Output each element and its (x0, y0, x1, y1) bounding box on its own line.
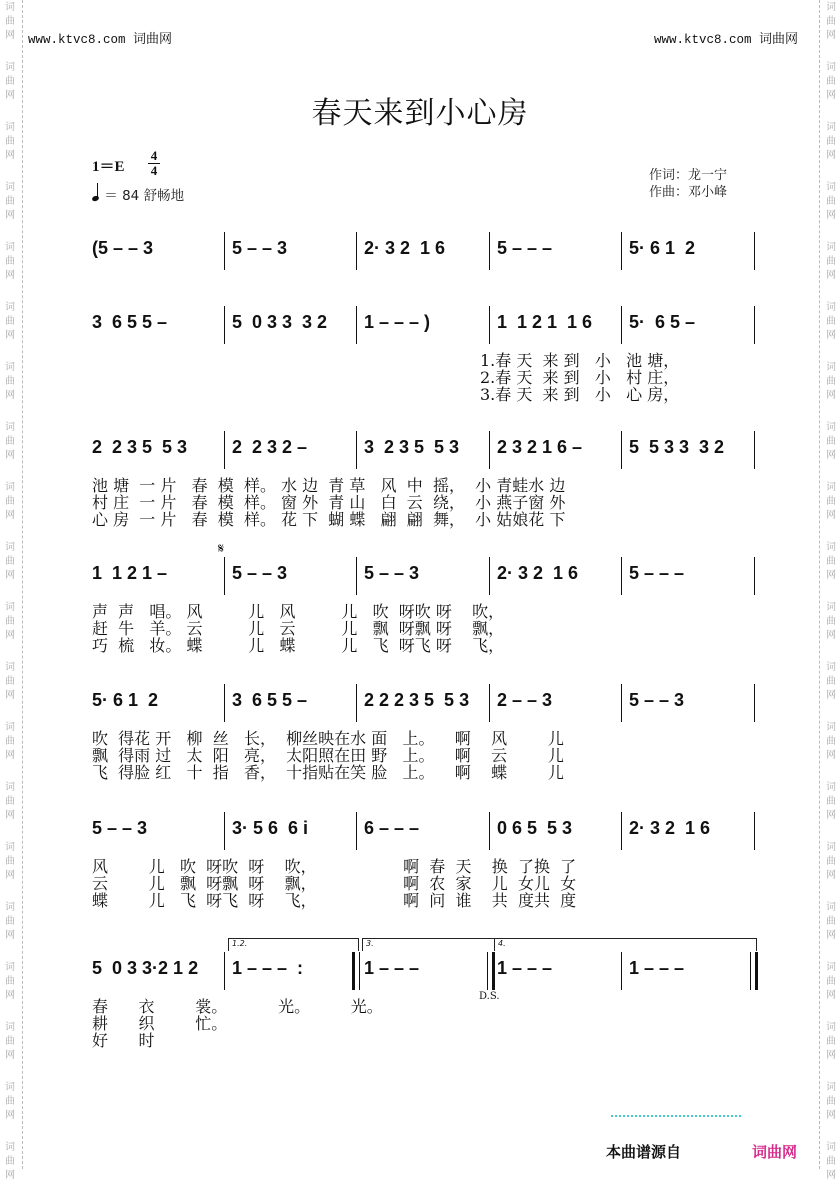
measure: 5· 6 1 2 (629, 238, 696, 258)
barline (489, 557, 490, 595)
composer: 作曲：邓小峰 (649, 185, 728, 200)
lyrics-verse-1: 池 塘 一 片 春 模 样。 水 边 青 草 风 中 摇， 小 青蛙水 边 (92, 476, 566, 495)
barline (356, 684, 357, 722)
watermark-char: 曲 (826, 16, 836, 27)
watermark-char: 词 (5, 542, 15, 553)
measure: 1 – – – (497, 958, 553, 978)
measure: 1 – – – : (232, 958, 304, 978)
lyrics-verse-2: 飘 得雨 过 太 阳 亮， 太阳照在田 野 上。 啊 云 儿 (92, 746, 564, 765)
barline (621, 306, 622, 344)
watermark-char: 网 (5, 930, 15, 941)
watermark-char: 曲 (5, 616, 15, 627)
watermark-char: 曲 (5, 196, 15, 207)
watermark-char: 网 (5, 1110, 15, 1121)
barline (621, 812, 622, 850)
notes-line (92, 690, 756, 724)
watermark-char: 曲 (5, 76, 15, 87)
watermark-char: 曲 (5, 316, 15, 327)
lyrics-verse-3: 心 房 一 片 春 模 样。 花 下 蝴 蝶 翩 翩 舞， 小 姑娘花 下 (92, 510, 566, 529)
watermark-char: 词 (826, 902, 836, 913)
tempo-value: ＝ 84 (104, 188, 140, 204)
watermark-char: 曲 (826, 1096, 836, 1107)
measure: 3 6 5 5 – (92, 312, 168, 332)
lyrics-verse-3: 巧 梳 妆。 蝶 儿 蝶 儿 飞 呀飞 呀 飞， (92, 636, 505, 655)
watermark-char: 曲 (826, 556, 836, 567)
watermark-char: 网 (5, 390, 15, 401)
watermark-char: 词 (5, 302, 15, 313)
watermark-char: 曲 (826, 256, 836, 267)
watermark-char: 网 (5, 1050, 15, 1061)
source-site: 词曲网 (752, 1143, 798, 1161)
barline (754, 431, 755, 469)
watermark-char: 词 (826, 662, 836, 673)
lyrics-verse-1: 1.春 天 来 到 小 池 塘， (480, 351, 680, 370)
watermark-char: 词 (5, 602, 15, 613)
header-site-left (28, 28, 172, 47)
watermark-char: 词 (826, 242, 836, 253)
watermark-char: 网 (826, 330, 836, 341)
measure: 3 2 3 5 5 3 (364, 437, 460, 457)
watermark-char: 网 (826, 210, 836, 221)
watermark-char: 词 (5, 422, 15, 433)
measure: 5 – – 3 (364, 563, 420, 583)
watermark-char: 网 (826, 690, 836, 701)
barline (750, 952, 758, 990)
measure: 2· 3 2 1 6 (364, 238, 446, 258)
watermark-char: 网 (5, 990, 15, 1001)
barline (754, 557, 755, 595)
watermark-char: 曲 (826, 916, 836, 927)
watermark-char: 词 (5, 1022, 15, 1033)
barline (754, 812, 755, 850)
header-site-right (654, 28, 798, 47)
watermark-char: 曲 (5, 976, 15, 987)
watermark-char: 网 (5, 270, 15, 281)
watermark-char: 词 (826, 962, 836, 973)
watermark-char: 网 (5, 1170, 15, 1181)
watermark-char: 网 (5, 90, 15, 101)
segno-icon: 𝄋 (218, 541, 225, 557)
measure: 2 3 2 1 6 – (497, 437, 583, 457)
watermark-char: 曲 (826, 76, 836, 87)
tempo-marking (92, 184, 184, 204)
watermark-char: 曲 (5, 136, 15, 147)
measure: 1 – – – (629, 958, 685, 978)
barline (224, 306, 225, 344)
watermark-char: 曲 (5, 1036, 15, 1047)
song-title: 春天来到小心房 (311, 96, 529, 131)
watermark-char: 词 (5, 962, 15, 973)
watermark-char: 网 (826, 810, 836, 821)
watermark-char: 曲 (826, 496, 836, 507)
watermark-char: 词 (826, 1082, 836, 1093)
barline (754, 684, 755, 722)
watermark-char: 网 (826, 570, 836, 581)
lyrics-verse-1: 吹 得花 开 柳 丝 长， 柳丝映在水 面 上。 啊 风 儿 (92, 729, 564, 748)
barline (489, 232, 490, 270)
watermark-char: 词 (5, 122, 15, 133)
watermark-char: 曲 (826, 856, 836, 867)
watermark-char: 曲 (5, 796, 15, 807)
volta-bracket: 4. (494, 938, 757, 951)
volta-bracket: 3. (362, 938, 495, 951)
watermark-char: 词 (826, 422, 836, 433)
watermark-char: 曲 (826, 1036, 836, 1047)
watermark-char: 词 (5, 1142, 15, 1153)
watermark-char: 词 (5, 902, 15, 913)
lyrics-verse-1: 声 声 唱。 风 儿 风 儿 吹 呀吹 呀 吹， (92, 602, 505, 621)
measure: 0 6 5 5 3 (497, 818, 573, 838)
measure: 5 – – 3 (232, 563, 288, 583)
barline (621, 557, 622, 595)
measure: 5· 6 5 – (629, 312, 696, 332)
watermark-char: 网 (5, 630, 15, 641)
watermark-char: 曲 (5, 916, 15, 927)
notes-line (92, 563, 756, 597)
watermark-char: 网 (826, 630, 836, 641)
watermark-char: 词 (5, 662, 15, 673)
watermark-char: 词 (5, 482, 15, 493)
lyrics-verse-2: 赶 牛 羊。 云 儿 云 儿 飘 呀飘 呀 飘， (92, 619, 505, 638)
watermark-char: 网 (5, 210, 15, 221)
barline (489, 812, 490, 850)
measure: 5 – – 3 (629, 690, 685, 710)
measure: 5 – – – (497, 238, 553, 258)
measure: 3 6 5 5 – (232, 690, 308, 710)
watermark-char: 曲 (5, 736, 15, 747)
dal-segno-mark: D.S. (479, 991, 500, 1002)
watermark-char: 词 (826, 62, 836, 73)
watermark-char: 网 (826, 270, 836, 281)
time-bottom: 4 (150, 163, 158, 178)
measure: 2 2 3 2 – (232, 437, 308, 457)
watermark-char: 曲 (826, 136, 836, 147)
watermark-char: 网 (5, 150, 15, 161)
watermark-char: 网 (826, 930, 836, 941)
watermark-char: 网 (5, 30, 15, 41)
barline (621, 952, 622, 990)
watermark-char: 词 (826, 482, 836, 493)
barline (356, 306, 357, 344)
watermark-char: 曲 (5, 856, 15, 867)
time-signature (148, 150, 160, 177)
watermark-char: 曲 (5, 256, 15, 267)
watermark-char: 网 (826, 990, 836, 1001)
barline (621, 431, 622, 469)
notes-line (92, 958, 756, 992)
left-watermark-margin (0, 0, 23, 1181)
source-decoration (611, 1115, 741, 1117)
barline (621, 684, 622, 722)
watermark-char: 曲 (5, 496, 15, 507)
watermark-char: 网 (5, 450, 15, 461)
watermark-char: 网 (826, 150, 836, 161)
watermark-char: 曲 (826, 376, 836, 387)
watermark-char: 网 (826, 30, 836, 41)
barline (754, 306, 755, 344)
watermark-char: 网 (826, 390, 836, 401)
barline (224, 557, 225, 595)
watermark-char: 网 (826, 1110, 836, 1121)
measure: 1 1 2 1 – (92, 563, 168, 583)
measure: (5 – – 3 (92, 238, 154, 258)
watermark-char: 曲 (826, 676, 836, 687)
site-name: 词曲网 (759, 32, 799, 47)
barline (224, 431, 225, 469)
lyrics-verse-1: 风 儿 吹 呀吹 呀 吹， 啊 春 天 换 了换 了 (92, 857, 577, 876)
barline (754, 232, 755, 270)
watermark-char: 词 (826, 2, 836, 13)
watermark-char: 词 (826, 782, 836, 793)
measure: 2 2 3 5 5 3 (92, 437, 188, 457)
watermark-char: 曲 (826, 1156, 836, 1167)
lyrics-verse-3: 3.春 天 来 到 小 心 房， (480, 385, 680, 404)
measure: 5 0 3 3·2 1 2 (92, 958, 199, 978)
barline (224, 684, 225, 722)
barline (352, 952, 360, 990)
site-name: 词曲网 (133, 32, 173, 47)
measure: 5 – – 3 (232, 238, 288, 258)
watermark-char: 词 (826, 1022, 836, 1033)
watermark-char: 词 (5, 242, 15, 253)
watermark-char: 词 (826, 722, 836, 733)
watermark-char: 词 (5, 1082, 15, 1093)
watermark-char: 曲 (826, 736, 836, 747)
barline (621, 232, 622, 270)
watermark-char: 词 (826, 542, 836, 553)
watermark-char: 网 (5, 570, 15, 581)
watermark-char: 词 (826, 122, 836, 133)
watermark-char: 词 (5, 842, 15, 853)
quarter-note-icon (91, 195, 99, 202)
watermark-char: 曲 (5, 16, 15, 27)
watermark-char: 网 (826, 1170, 836, 1181)
watermark-char: 网 (826, 90, 836, 101)
watermark-char: 网 (5, 690, 15, 701)
tempo-expression: 舒畅地 (143, 188, 185, 204)
watermark-char: 词 (5, 62, 15, 73)
lyrics-verse-3: 好 时 (92, 1031, 155, 1050)
lyrics-verse-2: 云 儿 飘 呀飘 呀 飘， 啊 农 家 儿 女儿 女 (92, 874, 577, 893)
measure: 5 0 3 3 3 2 (232, 312, 328, 332)
barline (356, 431, 357, 469)
barline (224, 952, 225, 990)
watermark-char: 网 (826, 510, 836, 521)
barline (489, 684, 490, 722)
watermark-char: 曲 (5, 1156, 15, 1167)
notes-line (92, 818, 756, 852)
measure: 5· 6 1 2 (92, 690, 159, 710)
measure: 2 – – 3 (497, 690, 553, 710)
notes-line (92, 238, 756, 272)
watermark-char: 词 (5, 362, 15, 373)
watermark-char: 曲 (5, 676, 15, 687)
measure: 5 – – 3 (92, 818, 148, 838)
barline (487, 952, 495, 990)
watermark-char: 曲 (5, 376, 15, 387)
measure: 5 – – – (629, 563, 685, 583)
watermark-char: 网 (826, 870, 836, 881)
notes-line (92, 312, 756, 346)
watermark-char: 词 (826, 362, 836, 373)
source-label: 本曲谱源自 (606, 1143, 682, 1161)
measure: 1 – – – ) (364, 312, 431, 332)
measure: 1 – – – (364, 958, 420, 978)
watermark-char: 网 (826, 1050, 836, 1061)
lyrics-verse-2: 2.春 天 来 到 小 村 庄， (480, 368, 680, 387)
watermark-char: 网 (5, 870, 15, 881)
lyrics-verse-2: 耕 织 忙。 (92, 1014, 228, 1033)
barline (224, 232, 225, 270)
watermark-char: 词 (5, 782, 15, 793)
lyrics-verse-3: 蝶 儿 飞 呀飞 呀 飞， 啊 问 谁 共 度共 度 (92, 891, 577, 910)
watermark-char: 曲 (5, 1096, 15, 1107)
measure: 3· 5 6 6 i (232, 818, 309, 838)
credits (649, 167, 727, 201)
watermark-char: 曲 (826, 316, 836, 327)
watermark-char: 曲 (5, 436, 15, 447)
measure: 2· 3 2 1 6 (497, 563, 579, 583)
watermark-char: 网 (5, 750, 15, 761)
volta-bracket: 1.2. (228, 938, 359, 951)
measure: 2· 3 2 1 6 (629, 818, 711, 838)
watermark-char: 词 (826, 182, 836, 193)
watermark-char: 曲 (826, 796, 836, 807)
lyrics-verse-3: 飞 得脸 红 十 指 香， 十指贴在笑 脸 上。 啊 蝶 儿 (92, 763, 564, 782)
watermark-char: 词 (826, 842, 836, 853)
barline (356, 557, 357, 595)
watermark-char: 词 (826, 302, 836, 313)
watermark-char: 网 (5, 510, 15, 521)
site-url: www.ktvc8.com (654, 33, 752, 47)
watermark-char: 网 (5, 330, 15, 341)
time-top: 4 (150, 148, 158, 163)
watermark-char: 网 (826, 450, 836, 461)
watermark-char: 词 (5, 182, 15, 193)
lyrics-verse-2: 村 庄 一 片 春 模 样。 窗 外 青 山 白 云 绕， 小 燕子窗 外 (92, 493, 566, 512)
site-url: www.ktvc8.com (28, 33, 126, 47)
watermark-char: 网 (5, 810, 15, 821)
key-signature: 1＝E (92, 159, 125, 175)
measure: 6 – – – (364, 818, 420, 838)
watermark-char: 词 (5, 2, 15, 13)
barline (224, 812, 225, 850)
watermark-char: 曲 (826, 436, 836, 447)
watermark-char: 曲 (826, 196, 836, 207)
watermark-char: 曲 (826, 976, 836, 987)
watermark-char: 曲 (5, 556, 15, 567)
measure: 2 2 2 3 5 5 3 (364, 690, 470, 710)
right-watermark-margin (819, 0, 840, 1181)
watermark-char: 网 (826, 750, 836, 761)
watermark-char: 词 (826, 1142, 836, 1153)
watermark-char: 曲 (826, 616, 836, 627)
barline (356, 232, 357, 270)
measure: 1 1 2 1 1 6 (497, 312, 593, 332)
measure: 5 5 3 3 3 2 (629, 437, 725, 457)
lyrics-verse-1: 春 衣 裳。 光。 光。 (92, 997, 383, 1016)
notes-line (92, 437, 756, 471)
barline (356, 812, 357, 850)
barline (489, 306, 490, 344)
watermark-char: 词 (5, 722, 15, 733)
barline (489, 431, 490, 469)
watermark-char: 词 (826, 602, 836, 613)
lyricist: 作词：龙一宁 (649, 168, 728, 183)
